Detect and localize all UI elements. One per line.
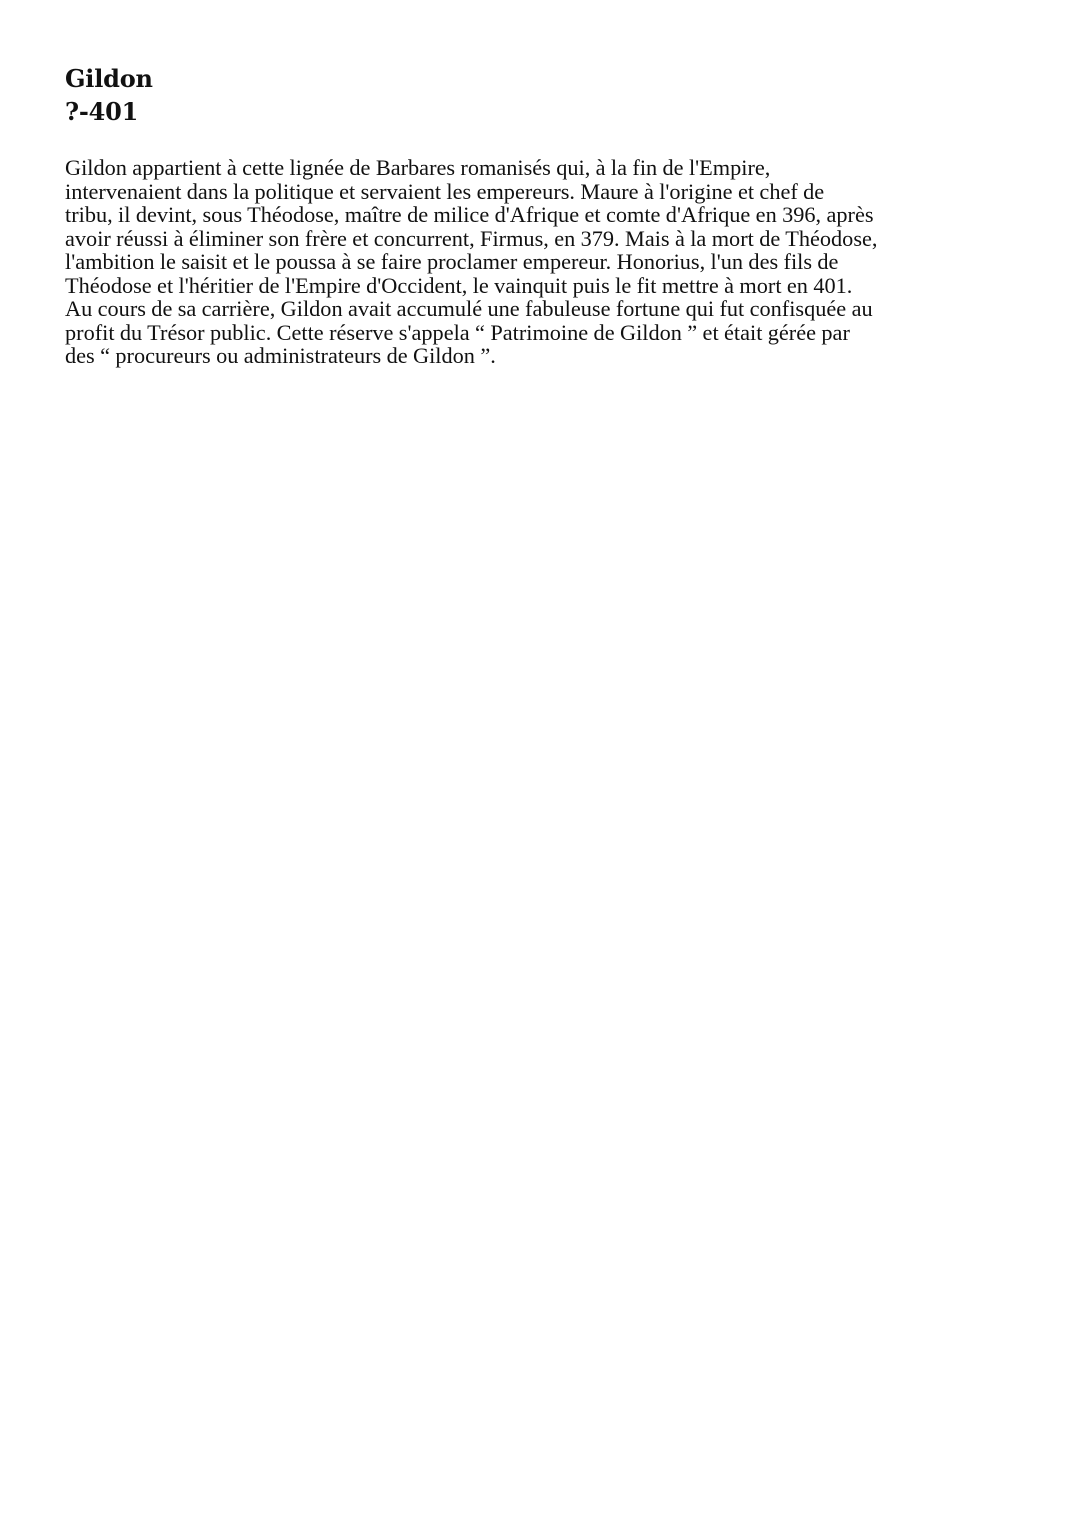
paragraph-line: l'ambition le saisit et le poussa à se faire proclamer empereur. Honorius, l'un des fils de [65, 249, 839, 274]
document-dates: ?-401 [65, 97, 139, 126]
document-page [65, 62, 1025, 368]
paragraph-line: tribu, il devint, sous Théodose, maître de milice d'Afrique et comte d'Afrique en 396, après [65, 202, 874, 227]
paragraph-line: intervenaient dans la politique et servaient les empereurs. Maure à l'origine et chef de [65, 178, 825, 204]
document-title: Gildon [65, 64, 153, 93]
paragraph-line: Gildon appartient à cette lignée de Barbares romanisés qui, à la fin de l'Empire, [65, 155, 771, 180]
document-paragraph [65, 156, 1025, 368]
paragraph-line: profit du Trésor public. Cette réserve s'appela “ Patrimoine de Gildon ” et était gérée par [65, 319, 850, 345]
paragraph-line: Au cours de sa carrière, Gildon avait accumulé une fabuleuse fortune qui fut confisquée au [65, 296, 873, 321]
paragraph-line: des “ procureurs ou administrateurs de Gildon ”. [65, 343, 496, 368]
paragraph-line: Théodose et l'héritier de l'Empire d'Occident, le vainquit puis le fit mettre à mort en 401. [65, 272, 853, 298]
paragraph-line: avoir réussi à éliminer son frère et concurrent, Firmus, en 379. Mais à la mort de Théodose, [65, 225, 878, 251]
